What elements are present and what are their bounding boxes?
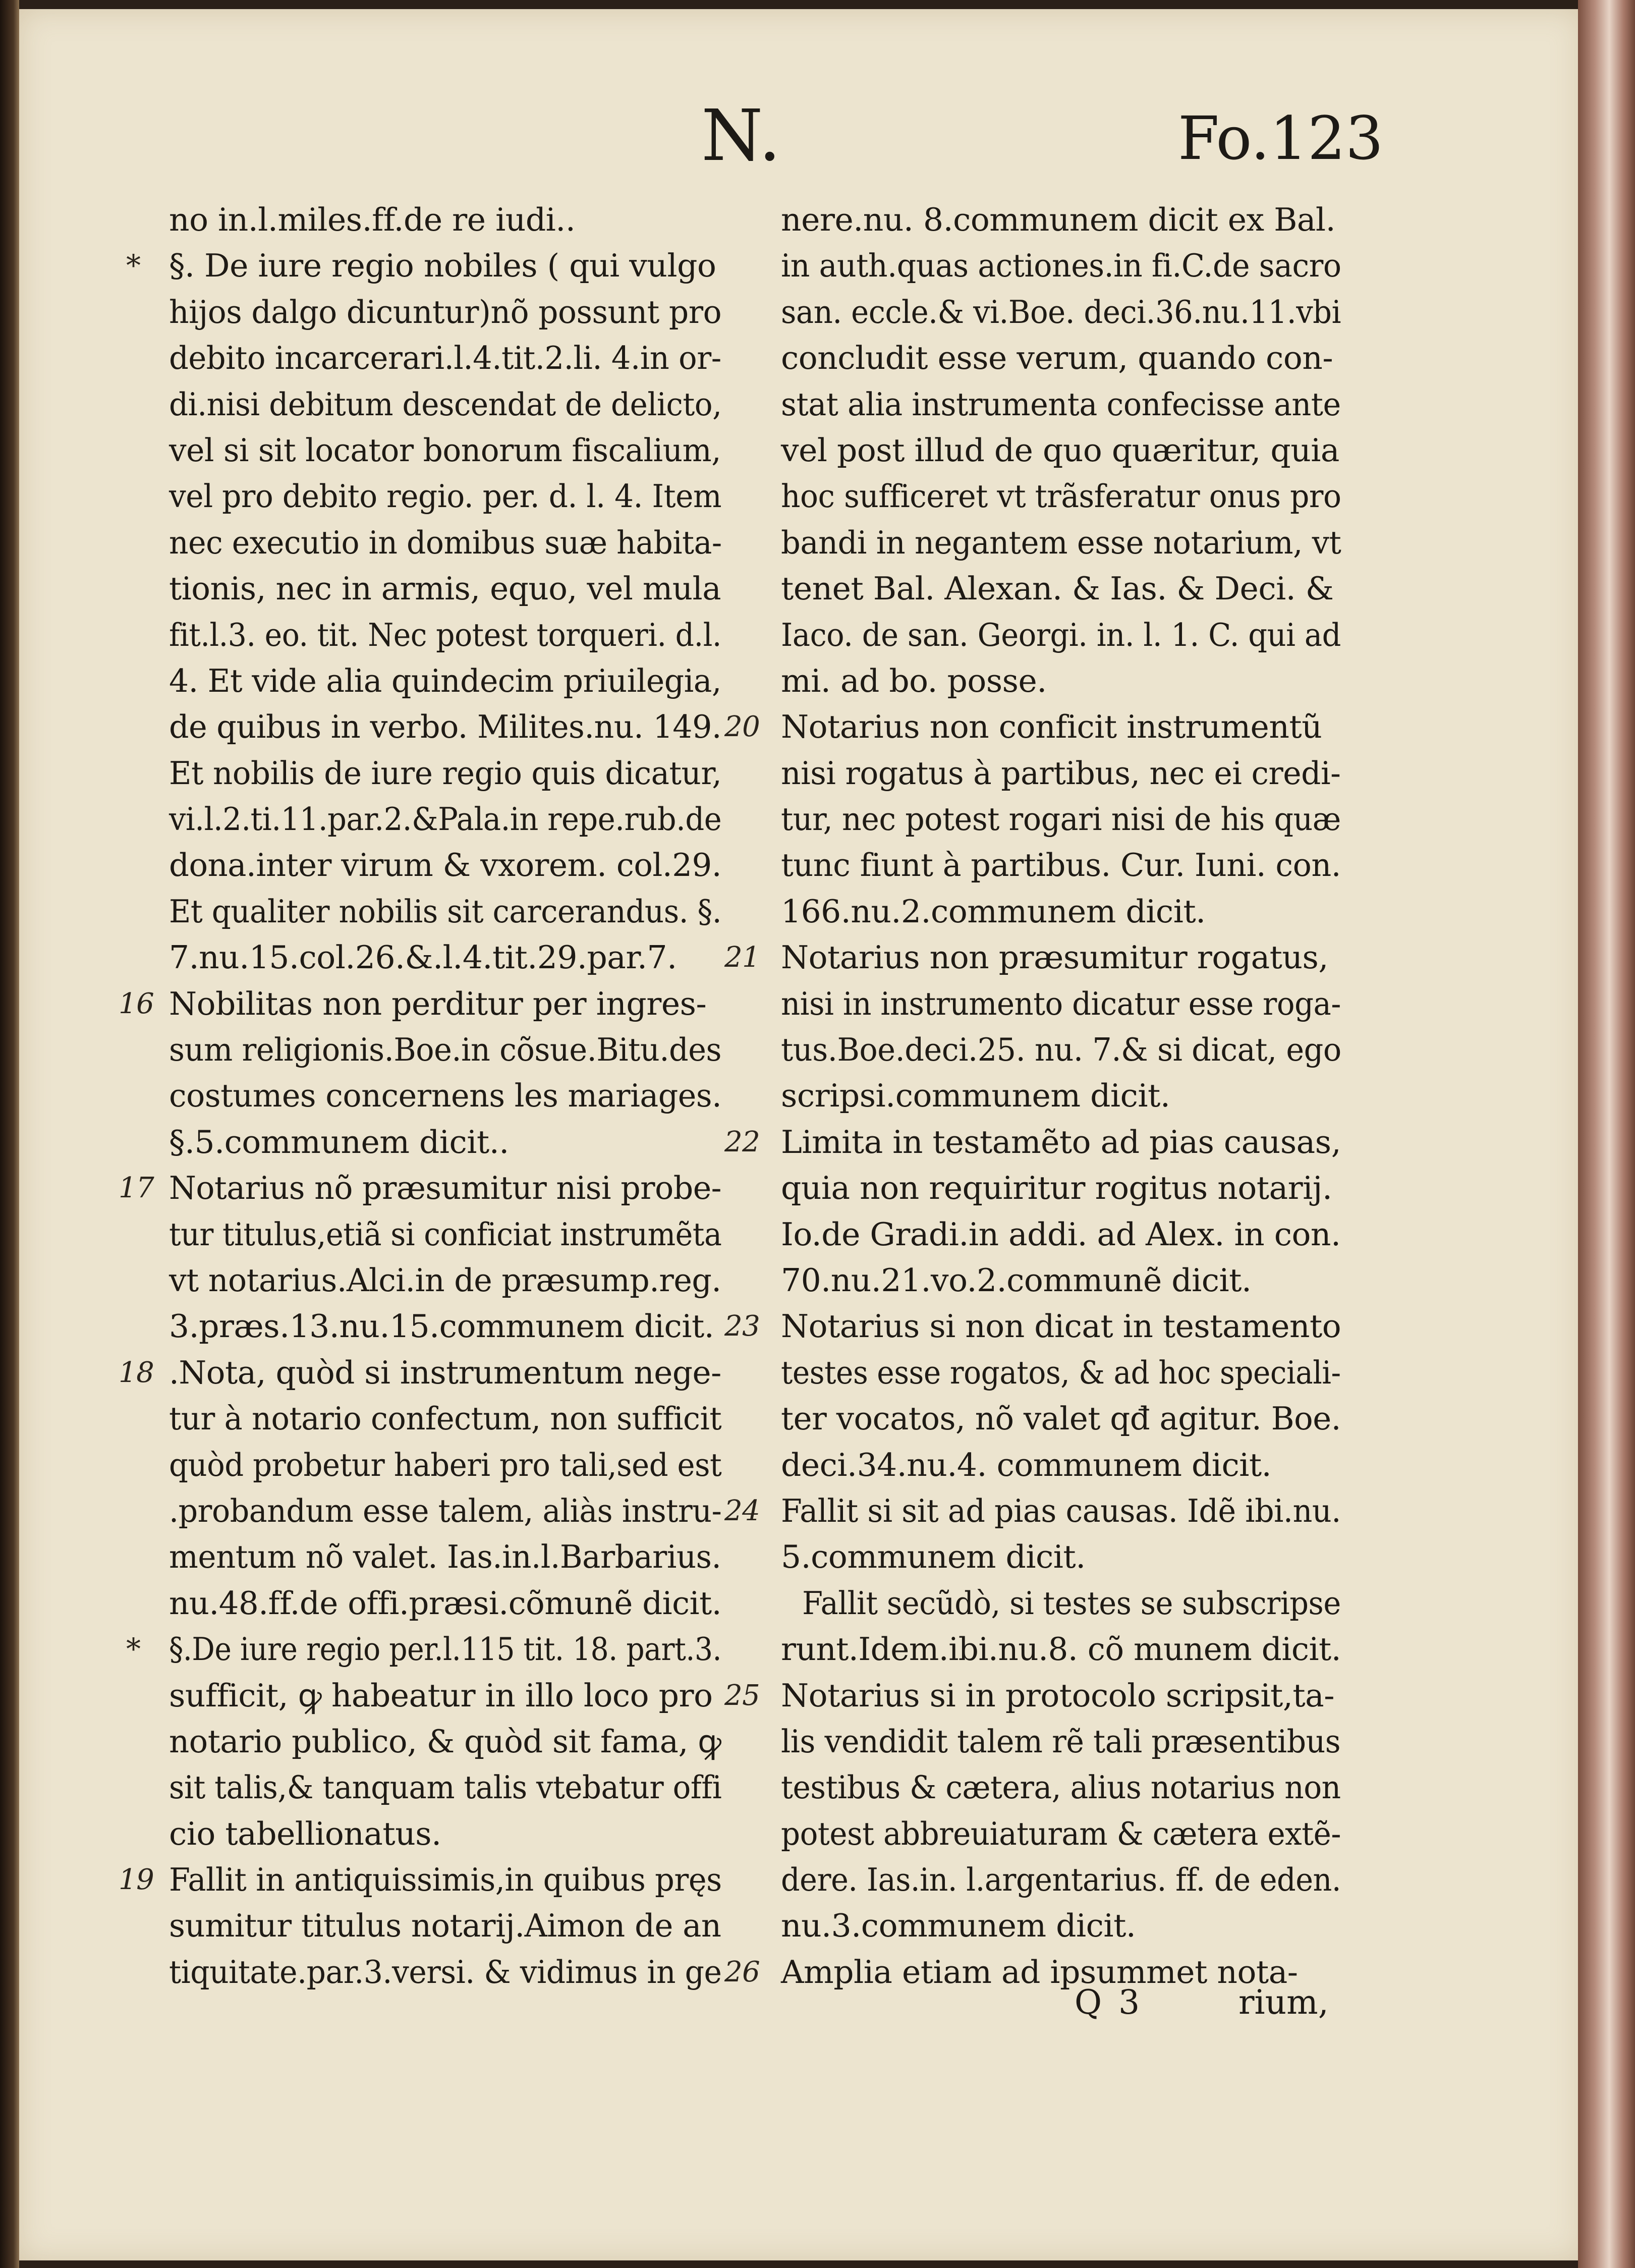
line-text: concludit esse verum, quando con- bbox=[781, 340, 1333, 377]
line-text: tur à notario confectum, non sufficit bbox=[169, 1400, 722, 1437]
text-line bbox=[781, 1903, 1341, 1949]
text-line bbox=[724, 1303, 1341, 1349]
line-text: Fallit in antiquissimis,in quibus pręs bbox=[169, 1861, 722, 1899]
text-line bbox=[781, 1857, 1341, 1903]
signature-mark: Q 3 bbox=[1075, 1983, 1143, 2022]
text-line bbox=[781, 1534, 1341, 1580]
text-line bbox=[781, 889, 1341, 934]
line-text: vi.l.2.ti.11.par.2.&Pala.in repe.rub.de bbox=[169, 801, 722, 838]
line-text: Notarius non præsumitur rogatus, bbox=[781, 939, 1328, 976]
line-text: nec executio in domibus suæ habita- bbox=[169, 524, 722, 561]
text-line bbox=[781, 520, 1341, 566]
line-text: lis vendidit talem rẽ tali præsentibus bbox=[781, 1723, 1341, 1760]
text-line bbox=[169, 381, 721, 427]
line-text: di.nisi debitum descendat de delicto, bbox=[169, 385, 722, 423]
folio-number: Fo.123 bbox=[1178, 103, 1384, 173]
left-text-column bbox=[119, 197, 722, 1995]
margin-number: 25 bbox=[724, 1679, 760, 1712]
line-text: ter vocatos, nõ valet qđ agitur. Boe. bbox=[781, 1400, 1341, 1437]
line-text: tunc fiunt à partibus. Cur. Iuni. con. bbox=[781, 847, 1341, 884]
text-line bbox=[781, 796, 1341, 842]
text-line bbox=[724, 1119, 1341, 1165]
text-line bbox=[169, 704, 721, 750]
text-line bbox=[781, 1211, 1341, 1257]
line-text: Notarius non conficit instrumentũ bbox=[781, 708, 1322, 746]
text-line bbox=[781, 473, 1341, 519]
line-text: Amplia etiam ad ipsummet nota- bbox=[781, 1953, 1298, 1990]
text-line bbox=[724, 1488, 1341, 1534]
text-line bbox=[781, 566, 1341, 612]
text-line bbox=[169, 473, 721, 519]
text-line bbox=[169, 1580, 721, 1626]
line-text: sum religionis.Boe.in cõsue.Bitu.des bbox=[169, 1031, 722, 1069]
line-text: nere.nu. 8.communem dicit ex Bal. bbox=[781, 201, 1336, 238]
text-line bbox=[781, 1580, 1341, 1626]
text-line bbox=[169, 1073, 721, 1119]
text-line bbox=[781, 612, 1341, 658]
line-text: tur, nec potest rogari nisi de his quæ bbox=[781, 801, 1341, 838]
text-line bbox=[169, 1442, 721, 1488]
text-line bbox=[724, 704, 1341, 750]
text-line bbox=[781, 1257, 1341, 1303]
page-fore-edge bbox=[1578, 0, 1635, 2268]
text-line bbox=[169, 889, 721, 934]
line-text: testibus & cætera, alius notarius non bbox=[781, 1769, 1341, 1806]
text-line bbox=[169, 1303, 721, 1349]
text-line bbox=[781, 1764, 1341, 1810]
line-text: fit.l.3. eo. tit. Nec potest torqueri. d.l. bbox=[169, 616, 722, 653]
text-line bbox=[781, 981, 1341, 1027]
line-text: §.De iure regio per.l.115 tit. 18. part.3. bbox=[169, 1631, 722, 1668]
text-line bbox=[169, 1119, 721, 1165]
line-text: vt notarius.Alci.in de præsump.reg. bbox=[169, 1261, 721, 1299]
text-line bbox=[781, 335, 1341, 381]
line-text: sit talis,& tanquam talis vtebatur offi bbox=[169, 1769, 722, 1806]
text-line bbox=[781, 427, 1341, 473]
text-line bbox=[781, 381, 1341, 427]
line-text: §.5.communem dicit.. bbox=[169, 1123, 509, 1160]
line-text: scripsi.communem dicit. bbox=[781, 1077, 1170, 1115]
text-line bbox=[169, 612, 721, 658]
line-text: Limita in testamẽto ad pias causas, bbox=[781, 1123, 1341, 1160]
line-text: vel si sit locator bonorum fiscalium, bbox=[169, 431, 721, 469]
line-text: .probandum esse talem, aliàs instru- bbox=[169, 1492, 722, 1529]
text-line bbox=[169, 750, 721, 796]
line-text: mi. ad bo. posse. bbox=[781, 662, 1047, 699]
text-line bbox=[781, 1165, 1341, 1211]
text-line bbox=[724, 1673, 1341, 1719]
line-text: Io.de Gradi.in addi. ad Alex. in con. bbox=[781, 1215, 1341, 1253]
margin-number: 23 bbox=[724, 1310, 760, 1343]
right-text-column bbox=[724, 197, 1341, 1995]
line-text: deci.34.nu.4. communem dicit. bbox=[781, 1446, 1272, 1483]
text-line bbox=[781, 243, 1341, 289]
line-text: tenet Bal. Alexan. & Ias. & Deci. & bbox=[781, 570, 1334, 607]
text-line bbox=[169, 1257, 721, 1303]
text-line bbox=[169, 1027, 721, 1073]
line-text: hijos dalgo dicuntur)nõ possunt pro bbox=[169, 293, 722, 330]
line-text: debito incarcerari.l.4.tit.2.li. 4.in or- bbox=[169, 340, 721, 377]
text-line bbox=[781, 1073, 1341, 1119]
text-line bbox=[169, 1211, 721, 1257]
text-line bbox=[169, 842, 721, 888]
line-text: Notarius si in protocolo scripsit,ta- bbox=[781, 1677, 1335, 1714]
text-line bbox=[169, 796, 721, 842]
running-head-letter: N. bbox=[701, 95, 781, 177]
margin-number: 20 bbox=[724, 710, 760, 744]
text-line bbox=[781, 1811, 1341, 1857]
line-text: no in.l.miles.ff.de re iudi.. bbox=[169, 201, 576, 238]
line-text: mentum nõ valet. Ias.in.l.Barbarius. bbox=[169, 1538, 721, 1576]
line-text: dere. Ias.in. l.argentarius. ff. de eden. bbox=[781, 1861, 1341, 1899]
text-line bbox=[169, 335, 721, 381]
line-text: Fallit si sit ad pias causas. Idẽ ibi.nu. bbox=[781, 1492, 1341, 1529]
margin-number: 24 bbox=[724, 1494, 760, 1527]
line-text: tiquitate.par.3.versi. & vidimus in ge bbox=[169, 1953, 722, 1990]
line-text: 5.communem dicit. bbox=[781, 1538, 1086, 1576]
line-text: 70.nu.21.vo.2.communẽ dicit. bbox=[781, 1261, 1252, 1299]
text-line bbox=[781, 197, 1341, 243]
text-line bbox=[119, 1857, 722, 1903]
text-line bbox=[169, 1673, 721, 1719]
line-text: quia non requiritur rogitus notarij. bbox=[781, 1170, 1332, 1207]
line-text: Et nobilis de iure regio quis dicatur, bbox=[169, 754, 722, 792]
text-line bbox=[781, 842, 1341, 888]
line-text: nu.48.ff.de offi.præsi.cõmunẽ dicit. bbox=[169, 1584, 722, 1622]
text-line bbox=[169, 1488, 721, 1534]
line-text: notario publico, & quòd sit fama, ꝙ bbox=[169, 1723, 721, 1760]
text-line bbox=[119, 981, 721, 1027]
text-line bbox=[781, 1027, 1341, 1073]
line-text: vel pro debito regio. per. d. l. 4. Item bbox=[169, 478, 722, 515]
line-text: Nobilitas non perditur per ingres- bbox=[169, 985, 707, 1022]
text-line bbox=[169, 520, 721, 566]
text-line bbox=[169, 934, 721, 980]
margin-number: 16 bbox=[119, 987, 154, 1020]
text-line bbox=[781, 1626, 1341, 1672]
text-line bbox=[169, 1764, 721, 1810]
line-text: sumitur titulus notarij.Aimon de an bbox=[169, 1907, 721, 1945]
text-line bbox=[126, 1626, 722, 1672]
line-text: 4. Et vide alia quindecim priuilegia, bbox=[169, 662, 721, 699]
text-line bbox=[781, 658, 1341, 704]
line-text: 3.præs.13.nu.15.communem dicit. bbox=[169, 1308, 714, 1345]
text-line bbox=[724, 934, 1341, 980]
line-text: Iaco. de san. Georgi. in. l. 1. C. qui ad bbox=[781, 616, 1341, 653]
text-line bbox=[781, 289, 1341, 335]
line-text: vel post illud de quo quæritur, quia bbox=[781, 431, 1339, 469]
line-text: .Nota, quòd si instrumentum nege- bbox=[169, 1354, 721, 1391]
text-line bbox=[781, 1350, 1341, 1396]
line-text: potest abbreuiaturam & cætera extẽ- bbox=[781, 1815, 1341, 1852]
line-text: tur titulus,etiã si conficiat instrumẽta bbox=[169, 1215, 722, 1253]
text-line bbox=[169, 1396, 721, 1442]
margin-number: 26 bbox=[724, 1955, 760, 1988]
margin-number: 18 bbox=[119, 1356, 154, 1389]
line-text: in auth.quas actiones.in fi.C.de sacro bbox=[781, 247, 1341, 285]
text-line bbox=[126, 243, 721, 289]
line-text: tionis, nec in armis, equo, vel mula bbox=[169, 570, 721, 607]
text-line bbox=[169, 427, 721, 473]
line-text: hoc sufficeret vt trãsferatur onus pro bbox=[781, 478, 1341, 515]
line-text: Notarius nõ præsumitur nisi probe- bbox=[169, 1170, 722, 1207]
margin-asterisk: * bbox=[126, 248, 141, 283]
line-text: dona.inter virum & vxorem. col.29. bbox=[169, 847, 722, 884]
line-text: stat alia instrumenta confecisse ante bbox=[781, 385, 1341, 423]
line-text: nisi rogatus à partibus, nec ei credi- bbox=[781, 754, 1341, 792]
line-text: tus.Boe.deci.25. nu. 7.& si dicat, ego bbox=[781, 1031, 1341, 1069]
catchword: rium, bbox=[1238, 1983, 1329, 2022]
line-text: cio tabellionatus. bbox=[169, 1815, 441, 1852]
text-line bbox=[169, 1534, 721, 1580]
text-line bbox=[781, 1442, 1341, 1488]
line-text: nu.3.communem dicit. bbox=[781, 1907, 1136, 1945]
line-text: de quibus in verbo. Milites.nu. 149. bbox=[169, 708, 722, 746]
text-line bbox=[781, 1719, 1341, 1764]
text-line bbox=[169, 289, 721, 335]
text-line bbox=[169, 1811, 721, 1857]
text-line bbox=[169, 1719, 721, 1764]
line-text: sufficit, ꝙ habeatur in illo loco pro bbox=[169, 1677, 713, 1714]
margin-number: 21 bbox=[724, 941, 760, 974]
line-text: 166.nu.2.communem dicit. bbox=[781, 893, 1206, 930]
line-text: costumes concernens les mariages. bbox=[169, 1077, 722, 1115]
text-line bbox=[119, 1165, 722, 1211]
line-text: 7.nu.15.col.26.&.l.4.tit.29.par.7. bbox=[169, 939, 677, 976]
line-text: nisi in instrumento dicatur esse roga- bbox=[781, 985, 1341, 1022]
text-line bbox=[169, 1949, 721, 1995]
line-text: Notarius si non dicat in testamento bbox=[781, 1308, 1341, 1345]
margin-asterisk: * bbox=[126, 1632, 141, 1667]
text-line bbox=[781, 750, 1341, 796]
margin-number: 17 bbox=[119, 1172, 154, 1205]
line-text: runt.Idem.ibi.nu.8. cõ munem dicit. bbox=[781, 1631, 1341, 1668]
line-text: Et qualiter nobilis sit carcerandus. §. bbox=[169, 893, 722, 930]
line-text: Fallit secũdò, si testes se subscripse bbox=[802, 1584, 1341, 1622]
line-text: testes esse rogatos, & ad hoc speciali- bbox=[781, 1354, 1341, 1391]
text-line bbox=[781, 1396, 1341, 1442]
line-text: §. De iure regio nobiles ( qui vulgo bbox=[169, 247, 716, 285]
text-line bbox=[169, 658, 721, 704]
line-text: quòd probetur haberi pro tali,sed est bbox=[169, 1446, 722, 1483]
text-line bbox=[119, 1350, 721, 1396]
text-line bbox=[169, 197, 721, 243]
line-text: san. eccle.& vi.Boe. deci.36.nu.11.vbi bbox=[781, 293, 1341, 330]
text-line bbox=[169, 566, 721, 612]
book-gutter bbox=[0, 0, 19, 2268]
text-line bbox=[169, 1903, 721, 1949]
margin-number: 22 bbox=[724, 1125, 760, 1158]
margin-number: 19 bbox=[119, 1863, 154, 1897]
line-text: bandi in negantem esse notarium, vt bbox=[781, 524, 1341, 561]
